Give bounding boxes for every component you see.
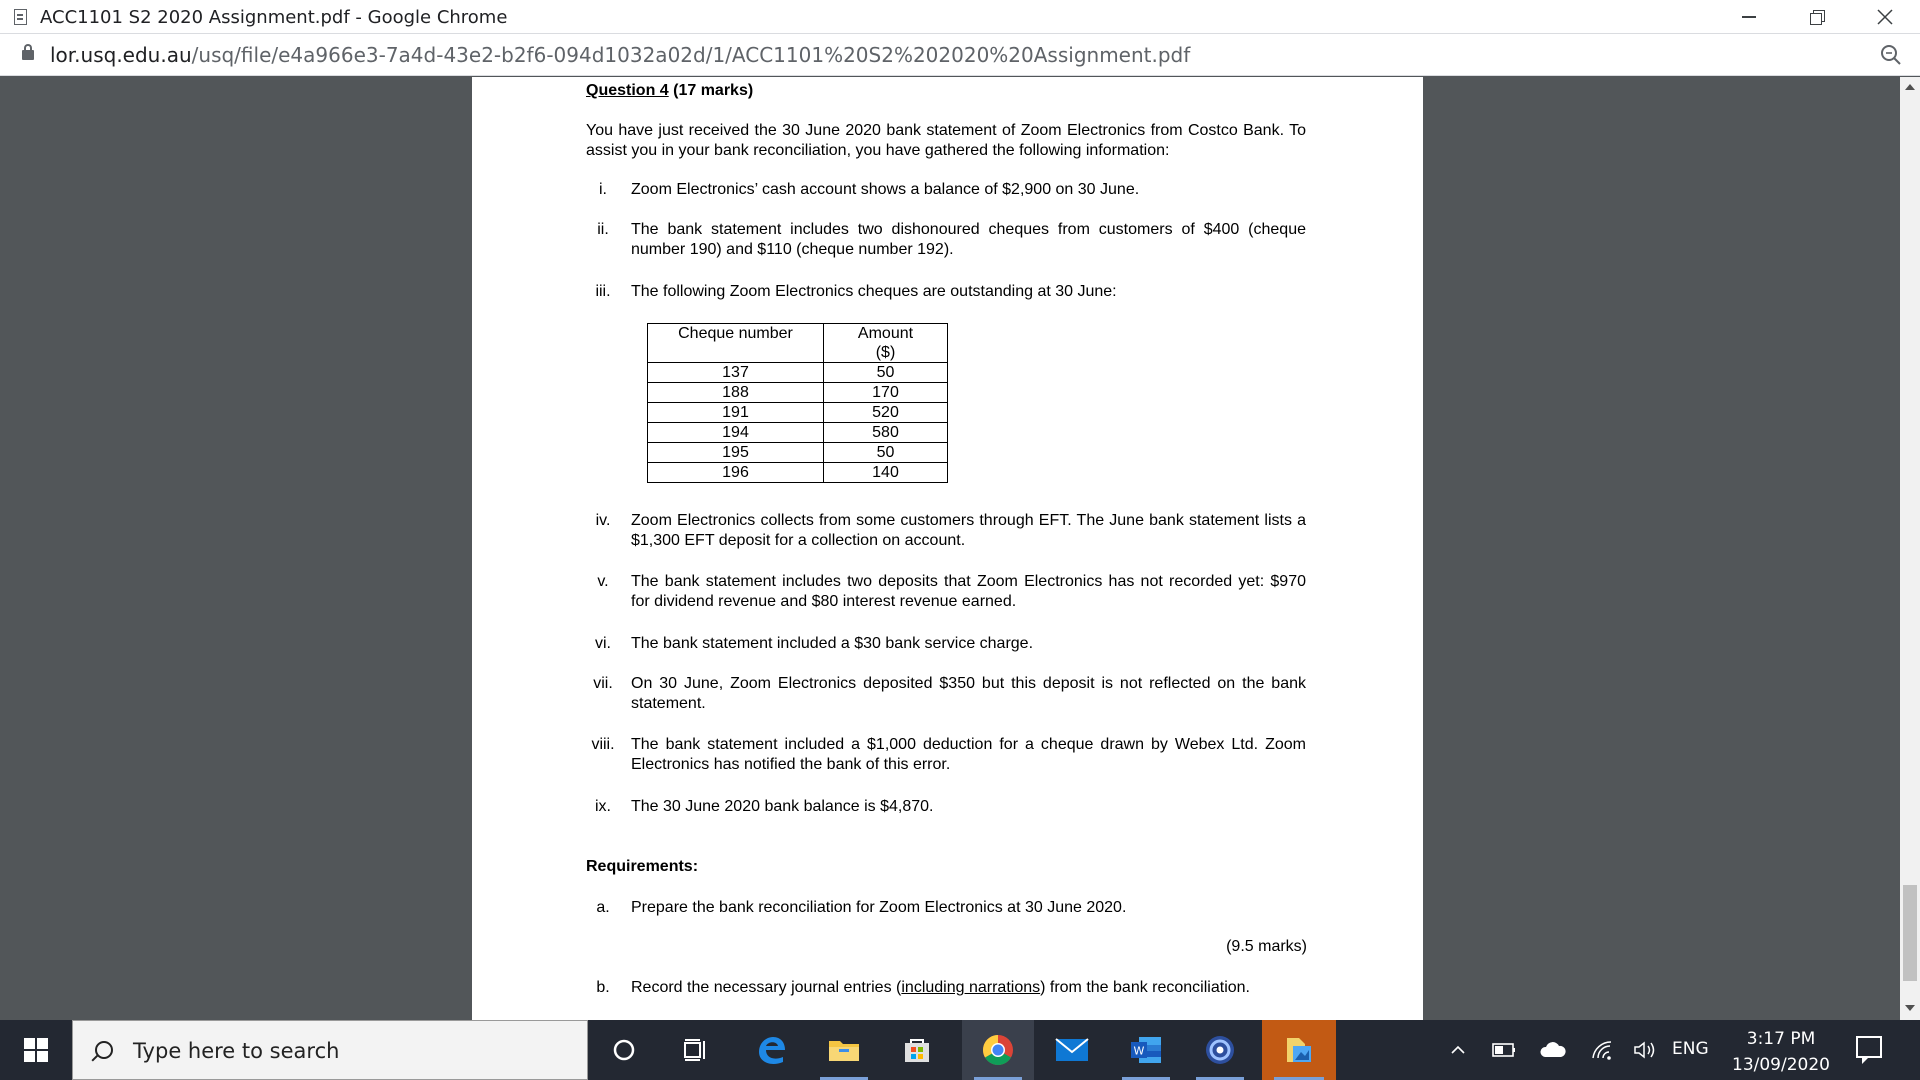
- cheque-number: 137: [648, 363, 824, 383]
- item-number: vi.: [595, 635, 611, 652]
- store-icon: [902, 1035, 932, 1065]
- item-number: iii.: [595, 283, 611, 300]
- mail-icon: [1055, 1038, 1089, 1062]
- item-text: The bank statement included a $1,000 deduction for a cheque drawn by Webex Ltd. Zoom Electronics has notified the bank of this error.: [631, 736, 1306, 773]
- zoom-icon[interactable]: [1880, 44, 1902, 66]
- item-number: ii.: [597, 221, 609, 238]
- scroll-down-arrow-icon[interactable]: [1905, 1005, 1915, 1011]
- notification-center-icon[interactable]: [1856, 1036, 1882, 1058]
- question-heading: [586, 82, 753, 100]
- cheque-amount: 520: [824, 403, 948, 423]
- mail-button[interactable]: [1036, 1020, 1108, 1080]
- requirement-text: [631, 978, 1306, 998]
- viewer-app-icon: [1283, 1034, 1315, 1066]
- input-language-indicator[interactable]: ENG: [1672, 1039, 1709, 1059]
- app-circle-icon: [1203, 1033, 1237, 1067]
- edge-icon: [755, 1034, 787, 1066]
- battery-icon: [1492, 1043, 1516, 1057]
- table-row: [648, 443, 948, 463]
- amount-unit: ($): [875, 344, 896, 361]
- item-text: The following Zoom Electronics cheques are outstanding at 30 June:: [631, 283, 1117, 300]
- close-icon: [1877, 9, 1893, 25]
- cheque-number: 191: [648, 403, 824, 423]
- cheque-number: 196: [648, 463, 824, 483]
- outstanding-cheques-table: [647, 323, 948, 483]
- question-label: Question 4: [586, 82, 669, 99]
- amount-label: Amount: [857, 325, 914, 342]
- window-title: ACC1101 S2 2020 Assignment.pdf - Google Chrome: [40, 7, 508, 28]
- tray-overflow-button[interactable]: [1444, 1020, 1472, 1080]
- svg-text:W: W: [1133, 1044, 1145, 1058]
- cloud-icon: [1539, 1042, 1567, 1058]
- pdf-viewer[interactable]: [0, 77, 1900, 1020]
- minimize-button[interactable]: [1720, 0, 1778, 34]
- item-number: i.: [599, 181, 607, 198]
- cheque-amount: 580: [824, 423, 948, 443]
- cortana-icon: [612, 1038, 636, 1062]
- clock-date: 13/09/2020: [1732, 1055, 1830, 1075]
- table-header-cheque-number: Cheque number: [648, 324, 824, 363]
- speaker-icon: [1633, 1040, 1659, 1060]
- wifi-button[interactable]: [1588, 1020, 1618, 1080]
- marks-a: (9.5 marks): [1226, 938, 1307, 955]
- close-button[interactable]: [1856, 0, 1914, 34]
- url-text[interactable]: [50, 43, 1190, 67]
- requirement-text-start: Record the necessary journal entries (: [631, 979, 902, 996]
- powerpoint-viewer-button[interactable]: [1262, 1020, 1336, 1080]
- cheque-amount: 50: [824, 363, 948, 383]
- cheque-number: 188: [648, 383, 824, 403]
- document-icon: [14, 9, 27, 25]
- wifi-icon: [1591, 1040, 1615, 1060]
- address-bar[interactable]: [0, 34, 1920, 76]
- table-row: [648, 383, 948, 403]
- file-explorer-button[interactable]: [808, 1020, 880, 1080]
- chrome-button[interactable]: [962, 1020, 1034, 1080]
- clock[interactable]: [1716, 1026, 1846, 1078]
- table-header-row: [648, 324, 948, 363]
- requirement-text: Prepare the bank reconciliation for Zoom Electronics at 30 June 2020.: [631, 899, 1127, 916]
- restore-button[interactable]: [1788, 0, 1846, 34]
- table-row: [648, 363, 948, 383]
- question-marks: (17 marks): [668, 82, 754, 99]
- cheque-amount: 50: [824, 443, 948, 463]
- item-number: v.: [597, 573, 609, 590]
- taskbar-search-box[interactable]: [72, 1020, 588, 1080]
- url-path: /usq/file/e4a966e3-7a4d-43e2-b2f6-094d1032a02d/1/ACC1101%20S2%202020%20Assignment.pdf: [191, 43, 1191, 67]
- battery-button[interactable]: [1490, 1020, 1518, 1080]
- requirement-text-end: ) from the bank reconciliation.: [1040, 979, 1250, 996]
- pdf-page: [472, 77, 1423, 1020]
- cheque-number: 194: [648, 423, 824, 443]
- vertical-scrollbar[interactable]: [1900, 77, 1920, 1020]
- requirement-letter: a.: [596, 899, 610, 916]
- table-row: [648, 403, 948, 423]
- item-text: The bank statement includes two deposits that Zoom Electronics has not recorded yet: $970 for dividend revenue and $80 interest revenue earned.: [631, 573, 1306, 610]
- item-text: The 30 June 2020 bank balance is $4,870.: [631, 798, 934, 815]
- table-header-amount: [824, 324, 948, 363]
- url-host: lor.usq.edu.au: [50, 43, 192, 67]
- item-number: iv.: [595, 512, 611, 529]
- scroll-thumb[interactable]: [1903, 885, 1917, 981]
- task-view-button[interactable]: [660, 1020, 732, 1080]
- onedrive-button[interactable]: [1536, 1020, 1570, 1080]
- taskbar: [0, 1020, 1920, 1080]
- intro-paragraph: You have just received the 30 June 2020 bank statement of Zoom Electronics from Costco Bank. To assist you in your bank reconciliation, you have gathered the following information:: [586, 122, 1306, 159]
- requirement-text-underlined: including narrations: [901, 979, 1041, 996]
- table-row: [648, 463, 948, 483]
- cortana-button[interactable]: [588, 1020, 660, 1080]
- item-text: Zoom Electronics collects from some customers through EFT. The June bank statement lists a $1,300 EFT deposit for a collection on account.: [631, 512, 1306, 549]
- app-button[interactable]: [1184, 1020, 1256, 1080]
- table-row: [648, 423, 948, 443]
- item-text: On 30 June, Zoom Electronics deposited $350 but this deposit is not reflected on the bank statement.: [631, 675, 1306, 712]
- requirement-letter: b.: [596, 979, 610, 996]
- edge-button[interactable]: [735, 1020, 807, 1080]
- start-button[interactable]: [0, 1020, 72, 1080]
- item-number: ix.: [595, 798, 611, 815]
- item-number: viii.: [591, 736, 615, 753]
- task-view-icon: [683, 1038, 709, 1062]
- folder-icon: [828, 1037, 860, 1063]
- item-number: vii.: [593, 675, 613, 692]
- item-text: The bank statement included a $30 bank service charge.: [631, 635, 1034, 652]
- chevron-up-icon: [1450, 1045, 1466, 1055]
- volume-button[interactable]: [1630, 1020, 1662, 1080]
- item-text: Zoom Electronics’ cash account shows a balance of $2,900 on 30 June.: [631, 181, 1140, 198]
- word-icon: [1129, 1035, 1163, 1065]
- item-text: The bank statement includes two dishonoured cheques from customers of $400 (cheque number 190) and $110 (cheque number 192).: [631, 221, 1306, 258]
- chrome-icon: [981, 1033, 1015, 1067]
- restore-icon: [1810, 10, 1824, 24]
- windows-logo-icon: [24, 1038, 48, 1062]
- clock-time: 3:17 PM: [1746, 1029, 1816, 1049]
- cheque-amount: 140: [824, 463, 948, 483]
- scroll-up-arrow-icon[interactable]: [1905, 84, 1915, 90]
- search-placeholder: Type here to search: [133, 1039, 340, 1063]
- word-button[interactable]: [1110, 1020, 1182, 1080]
- minimize-icon: [1742, 16, 1756, 18]
- lock-icon: [22, 50, 34, 60]
- requirements-heading: Requirements:: [586, 858, 699, 875]
- search-icon: [95, 1041, 113, 1059]
- store-button[interactable]: [881, 1020, 953, 1080]
- title-bar: [0, 0, 1920, 34]
- cheque-amount: 170: [824, 383, 948, 403]
- cheque-number: 195: [648, 443, 824, 463]
